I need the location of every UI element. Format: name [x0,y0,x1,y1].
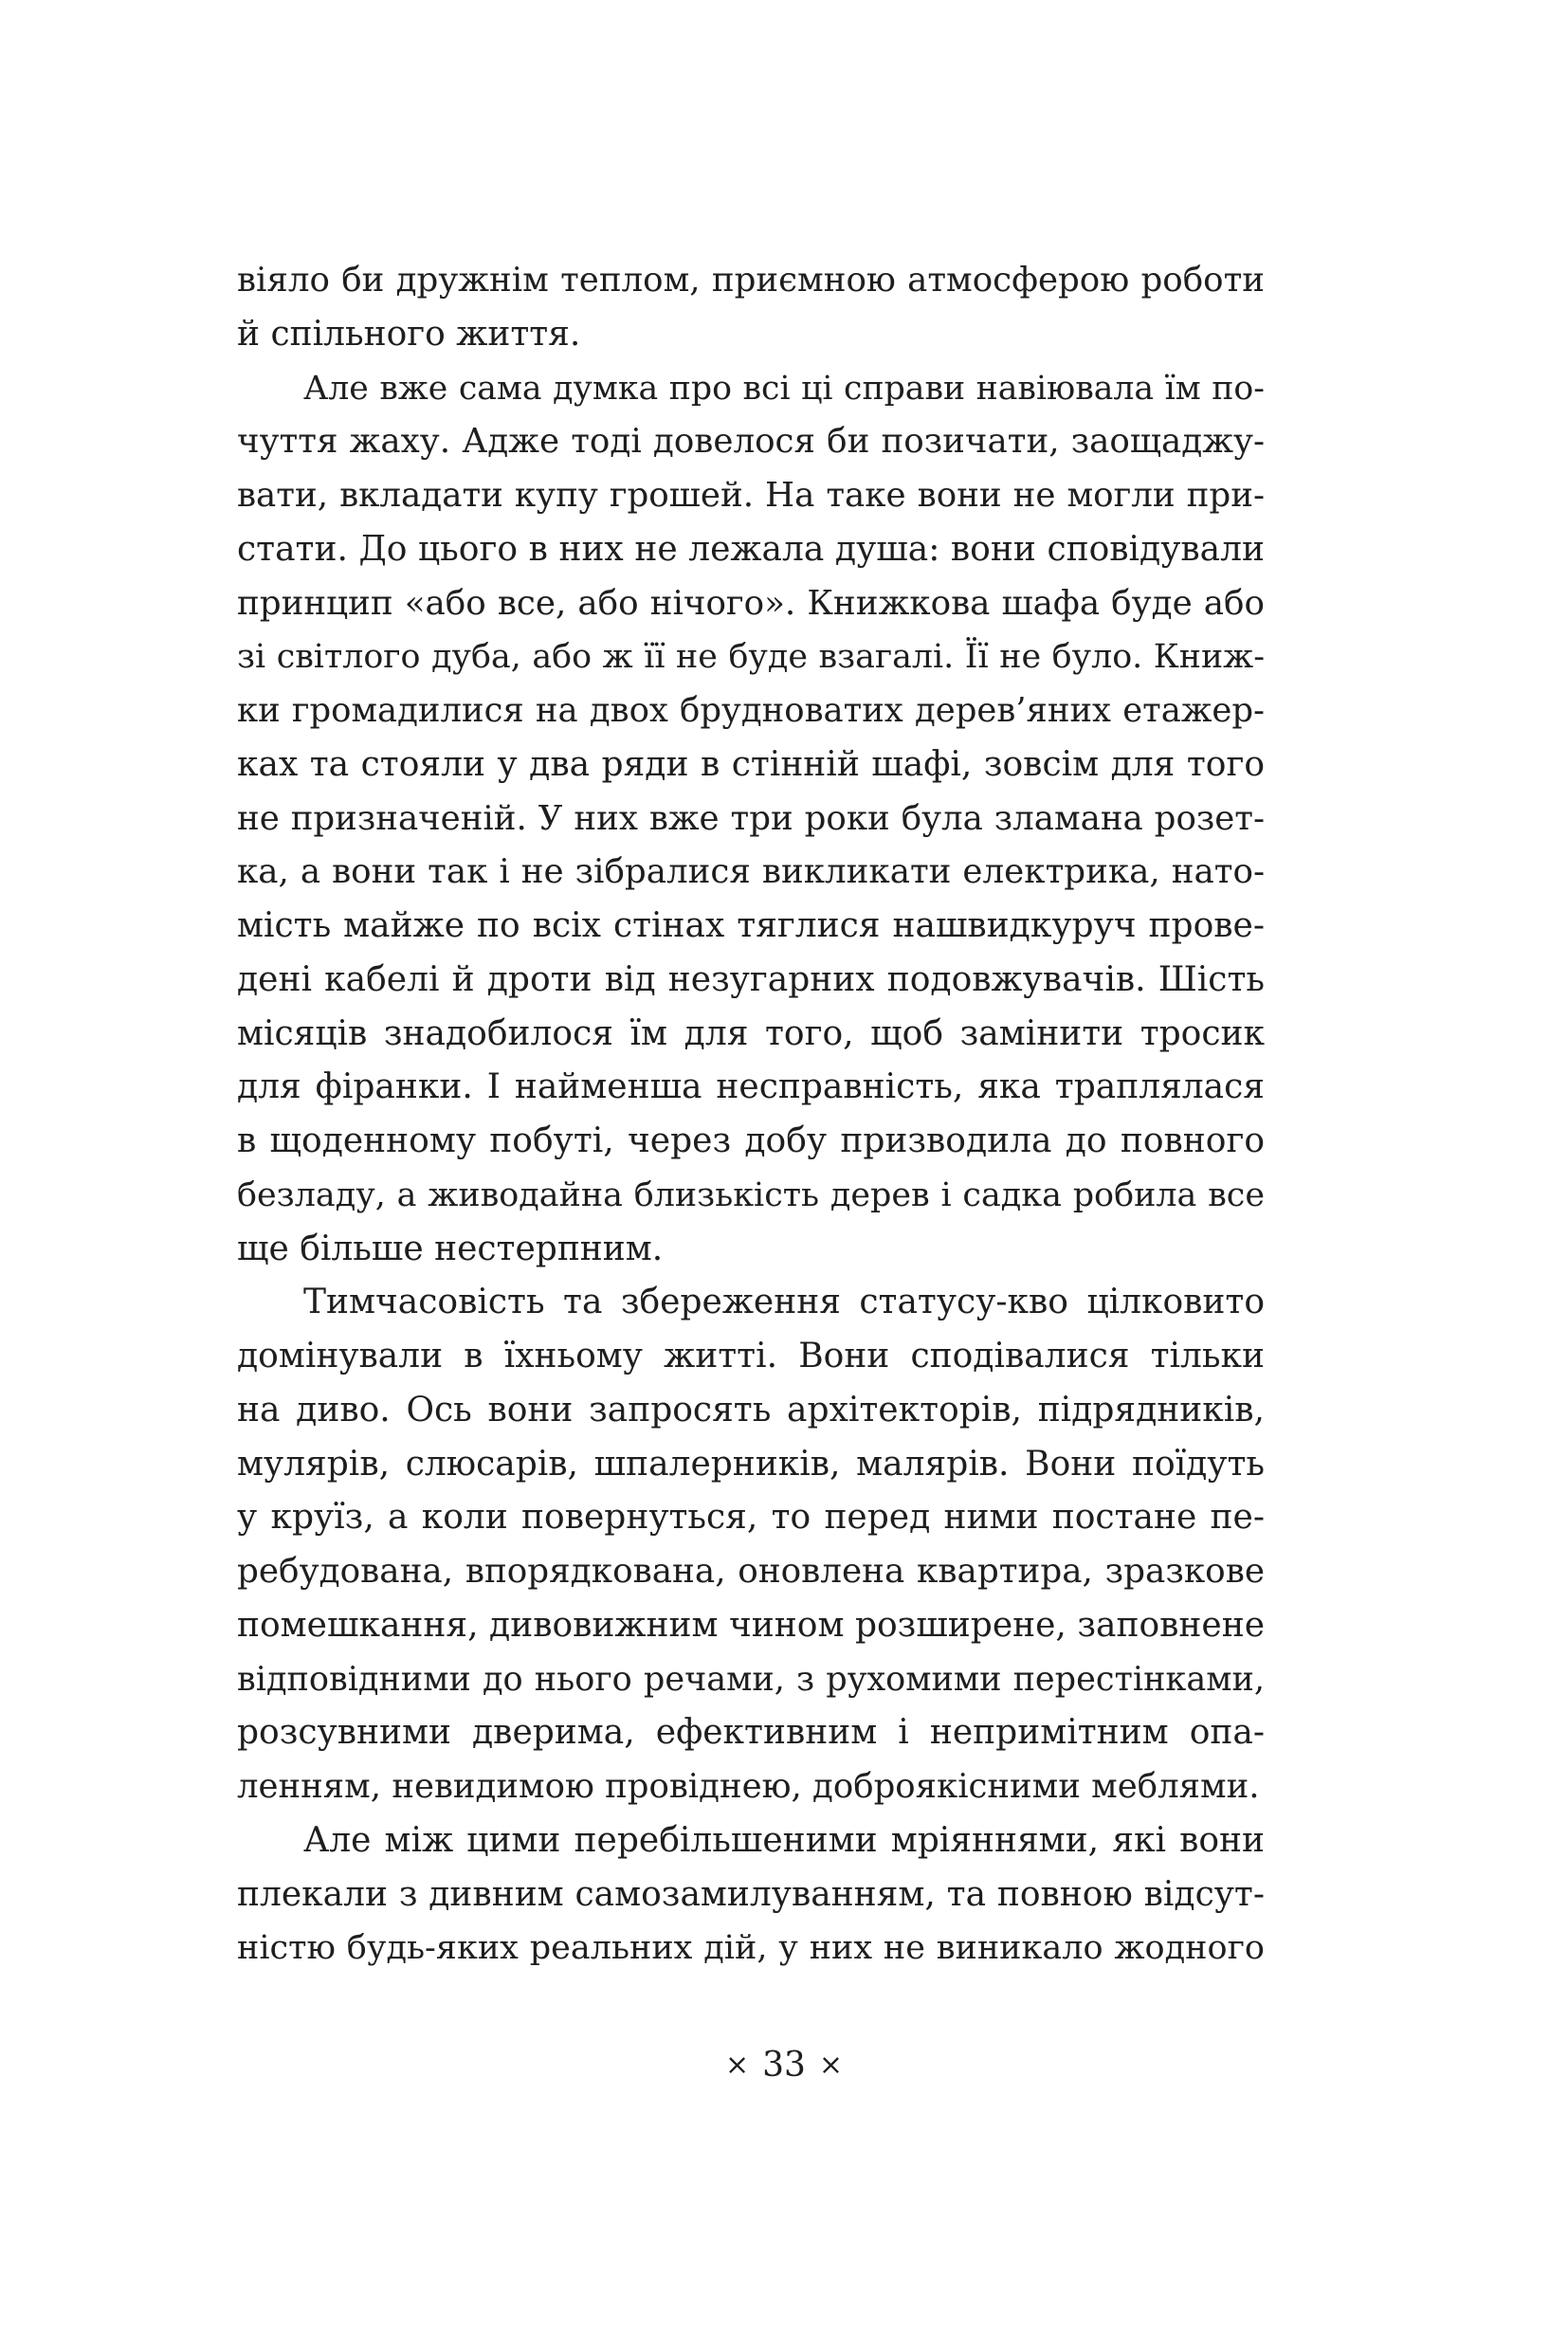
text-line: місяців знадобилося їм для того, щоб замінити тросик [237,1013,1265,1053]
page-number [0,2046,1568,2085]
text-line: Тимчасовість та збереження статусу-кво цілковито [303,1283,1265,1322]
page-number-ornament-left: × [724,2049,750,2082]
text-line: чуття жаху. Адже тоді довелося би позичати, заощаджу- [237,422,1265,462]
text-line: ка, а вони так і не зібралися викликати електрика, нато- [237,852,1265,892]
text-line: не призначеній. У них вже три роки була зламана розет- [237,798,1265,838]
text-line: розсувними дверима, ефективним і непримітним опа- [237,1713,1265,1753]
text-line: відповідними до нього речами, з рухомими перестінками, [237,1659,1265,1699]
text-line: принцип «або все, або нічого». Книжкова шафа буде або [237,583,1265,623]
text-line: й спільного життя. [237,314,581,354]
text-line: віяло би дружнім теплом, приємною атмосферою роботи [237,261,1265,300]
text-line: вати, вкладати купу грошей. На таке вони не могли при- [237,476,1265,515]
text-line: в щоденному побуті, через добу призводила до повного [237,1121,1265,1160]
page-number-value: 33 [762,2046,806,2085]
text-line: мулярів, слюсарів, шпалерників, малярів. Вони поїдуть [237,1444,1265,1484]
text-line: домінували в їхньому житті. Вони сподівалися тільки [237,1337,1265,1375]
text-line: мість майже по всіх стінах тяглися нашвидкуруч прове- [237,906,1265,945]
text-line: безладу, а живодайна близькість дерев і садка робила все [237,1175,1265,1214]
text-line: ще більше нестерпним. [237,1229,664,1268]
text-line: Але між цими перебільшеними мріяннями, які вони [303,1820,1265,1860]
text-line: Але вже сама думка про всі ці справи навіювала їм по- [303,369,1265,408]
text-line: ребудована, впорядкована, оновлена квартира, зразкове [237,1552,1265,1591]
text-line: стати. До цього в них не лежала душа: вони сповідували [237,529,1265,569]
text-line: ки громадилися на двох брудноватих дерев’яних етажер- [237,691,1265,730]
page-number-ornament-right: × [818,2049,844,2082]
text-line: плекали з дивним самозамилуванням, та повною відсут- [237,1874,1265,1914]
text-line: зі світлого дуба, або ж її не буде взагалі. Її не було. Книж- [237,638,1265,677]
text-line: ках та стояли у два ряди в стінній шафі, зовсім для того [237,744,1265,784]
text-line: на диво. Ось вони запросять архітекторів, підрядників, [237,1390,1265,1430]
text-line: ленням, невидимою провіднею, доброякісними меблями. [237,1767,1260,1806]
text-line: ністю будь-яких реальних дій, у них не виникало жодного [237,1929,1265,1968]
text-line: для фіранки. І найменша несправність, яка траплялася [237,1067,1265,1107]
text-line: у круїз, а коли повернуться, то перед ними постане пе- [237,1498,1265,1538]
body-text [237,254,1265,1976]
text-line: дені кабелі й дроти від незугарних подовжувачів. Шість [237,959,1265,999]
text-line: помешкання, дивовижним чином розширене, заповнене [237,1605,1265,1645]
